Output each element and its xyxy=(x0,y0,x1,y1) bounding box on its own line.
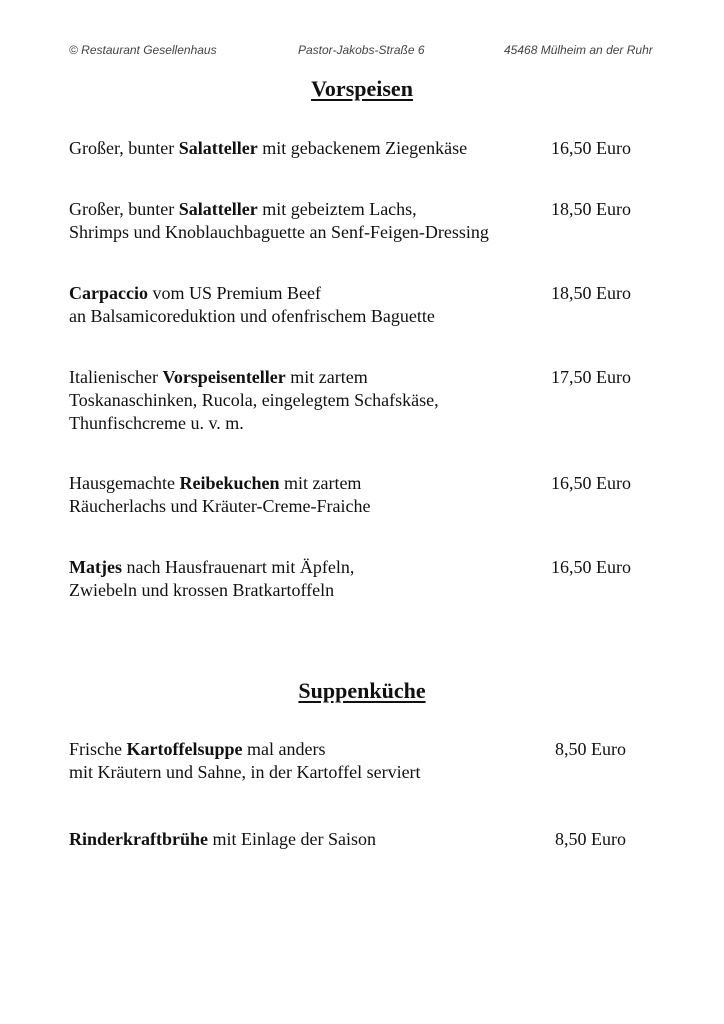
item-description: Shrimps und Knoblauchbaguette an Senf-Feigen-Dressing xyxy=(69,222,489,242)
item-price: 8,50 Euro xyxy=(555,829,626,849)
item-price: 16,50 Euro xyxy=(551,557,631,577)
item-description: an Balsamicoreduktion und ofenfrischem Baguette xyxy=(69,306,435,326)
item-price: 16,50 Euro xyxy=(551,473,631,493)
item-text: mit zartem xyxy=(285,367,368,387)
item-name: Salatteller xyxy=(178,138,258,158)
item-name: Kartoffelsuppe xyxy=(126,739,243,759)
item-text: mit gebackenem Ziegenkäse xyxy=(257,138,468,158)
menu-item xyxy=(69,282,659,328)
item-text: vom US Premium Beef xyxy=(147,283,321,303)
menu-item xyxy=(69,472,659,518)
item-name: Rinderkraftbrühe xyxy=(69,829,208,849)
menu-item xyxy=(69,366,659,435)
menu-item xyxy=(69,198,659,244)
item-name: Matjes xyxy=(69,557,122,577)
item-name: Vorspeisenteller xyxy=(162,367,286,387)
menu-item xyxy=(69,828,659,851)
item-description: Toskanaschinken, Rucola, eingelegtem Schafskäse, xyxy=(69,390,439,410)
item-name: Salatteller xyxy=(178,199,258,219)
item-text: mit Einlage der Saison xyxy=(208,829,376,849)
item-text: Italienischer xyxy=(69,367,163,387)
item-text: mit gebeiztem Lachs, xyxy=(257,199,417,219)
item-text: nach Hausfrauenart mit Äpfeln, xyxy=(121,557,355,577)
item-description: Thunfischcreme u. v. m. xyxy=(69,413,244,433)
item-name: Reibekuchen xyxy=(179,473,280,493)
item-price: 16,50 Euro xyxy=(551,138,631,158)
item-price: 18,50 Euro xyxy=(551,283,631,303)
item-price: 8,50 Euro xyxy=(555,739,626,759)
item-text: Großer, bunter xyxy=(69,138,179,158)
item-price: 17,50 Euro xyxy=(551,367,631,387)
item-text: Großer, bunter xyxy=(69,199,179,219)
item-text: Hausgemachte xyxy=(69,473,180,493)
menu-item xyxy=(69,738,659,784)
item-description: mit Kräutern und Sahne, in der Kartoffel serviert xyxy=(69,762,421,782)
item-description: Zwiebeln und krossen Bratkartoffeln xyxy=(69,580,335,600)
item-text: Frische xyxy=(69,739,127,759)
header-city: 45468 Mülheim an der Ruhr xyxy=(504,43,653,57)
header-address: Pastor-Jakobs-Straße 6 xyxy=(298,43,425,57)
section-title-vorspeisen: Vorspeisen xyxy=(311,76,413,101)
item-price: 18,50 Euro xyxy=(551,199,631,219)
item-text: mal anders xyxy=(242,739,326,759)
item-text: mit zartem xyxy=(279,473,362,493)
item-description: Räucherlachs und Kräuter-Creme-Fraiche xyxy=(69,496,371,516)
menu-item xyxy=(69,137,659,160)
item-name: Carpaccio xyxy=(69,283,148,303)
section-title-suppenkueche: Suppenküche xyxy=(298,678,426,703)
header-copyright: © Restaurant Gesellenhaus xyxy=(69,43,217,57)
menu-item xyxy=(69,556,659,602)
